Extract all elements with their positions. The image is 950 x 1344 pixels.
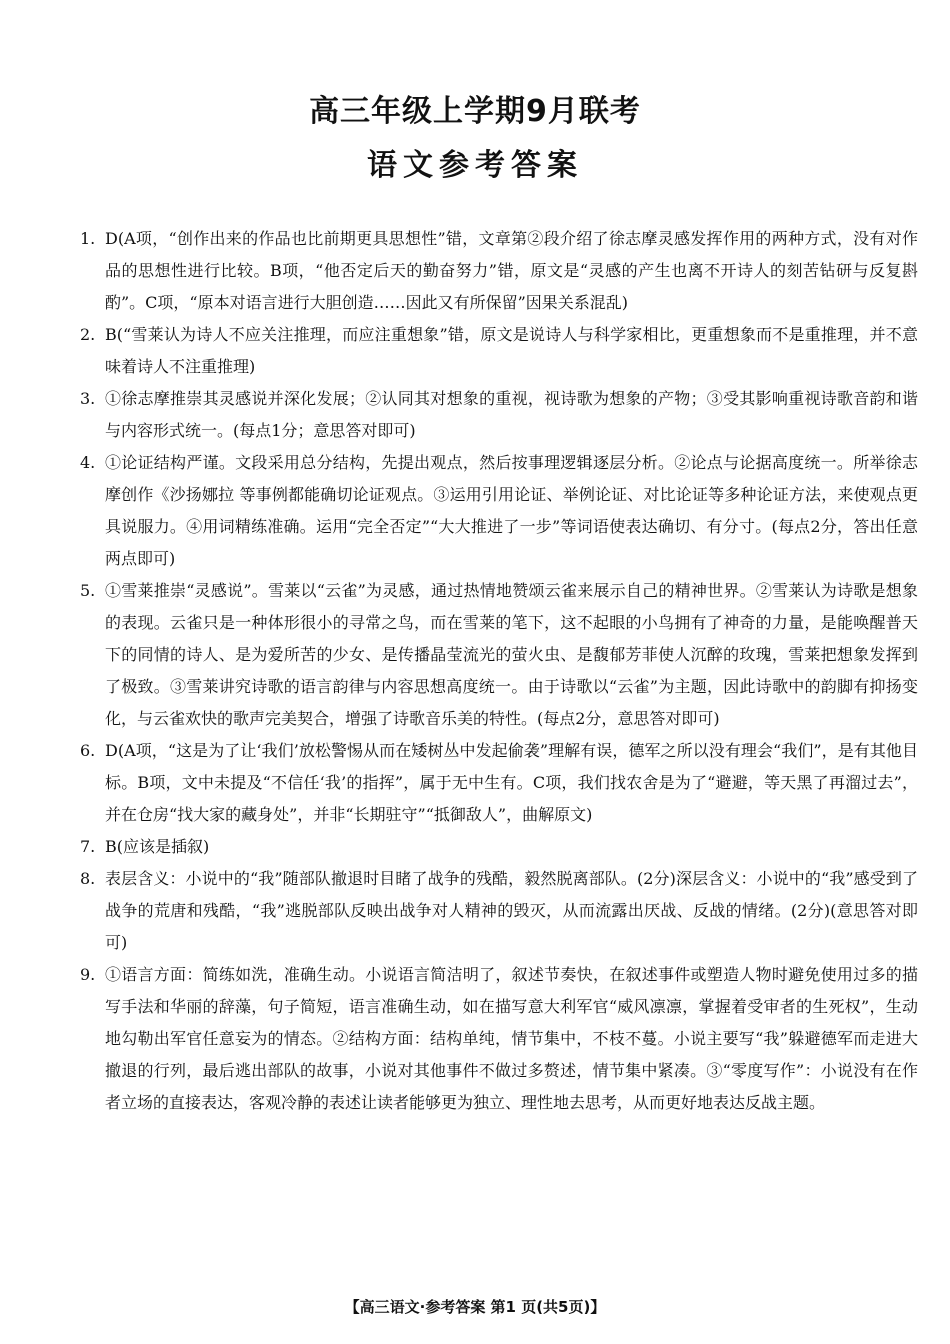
answer-number: 6. — [80, 741, 96, 760]
answer-number: 4. — [80, 453, 96, 472]
answer-number: 8. — [80, 869, 96, 888]
answer-item-6 — [80, 735, 918, 831]
answer-item-4 — [80, 447, 918, 575]
answer-text: ①雪莱推崇“灵感说”。雪莱以“云雀”为灵感，通过热情地赞颂云雀来展示自己的精神世界。②雪莱认为诗歌是想象的表现。云雀只是一种体形很小的寻常之鸟，而在雪莱的笔下，这不起眼的小鸟拥有了神奇的力量，是能唤醒普天下的同情的诗人、是为爱所苦的少女、是传播晶莹流光的萤火虫、是馥郁芳菲使人沉醉的玫瑰，雪莱把想象发挥到了极致。③雪莱讲究诗歌的语言韵律与内容思想高度统一。由于诗歌以“云雀”为主题，因此诗歌中的韵脚有抑扬变化，与云雀欢快的歌声完美契合，增强了诗歌音乐美的特性。(每点2分，意思答对即可) — [105, 581, 918, 728]
answer-item-1 — [80, 223, 918, 319]
answer-text: 表层含义：小说中的“我”随部队撤退时目睹了战争的残酷，毅然脱离部队。(2分)深层含义：小说中的“我”感受到了战争的荒唐和残酷，“我”逃脱部队反映出战争对人精神的毁灭，从而流露出厌战、反战的情绪。(2分)(意思答对即可) — [105, 869, 918, 952]
answer-item-7 — [80, 831, 918, 863]
page-footer: 【高三语文·参考答案 第1 页(共5页)】 — [344, 1298, 606, 1316]
answer-item-5 — [80, 575, 918, 735]
answer-text: D(A项，“创作出来的作品也比前期更具思想性”错，文章第②段介绍了徐志摩灵感发挥作用的两种方式，没有对作品的思想性进行比较。B项，“他否定后天的勤奋努力”错，原文是“灵感的产生也离不开诗人的刻苦钻研与反复斟酌”。C项，“原本对语言进行大胆创造……因此又有所保留”因果关系混乱) — [105, 229, 918, 312]
answer-number: 9. — [80, 965, 96, 984]
answer-item-3 — [80, 383, 918, 447]
answer-list — [80, 223, 918, 1119]
answer-number: 7. — [80, 837, 96, 856]
answer-item-9 — [80, 959, 918, 1119]
page-title: 高三年级上学期9月联考 — [309, 94, 641, 129]
answer-text: ①语言方面：简练如洗，准确生动。小说语言简洁明了，叙述节奏快，在叙述事件或塑造人物时避免使用过多的描写手法和华丽的辞藻，句子简短，语言准确生动，如在描写意大利军官“威风凛凛，掌握着受审者的生死权”，生动地勾勒出军官任意妄为的情态。②结构方面：结构单纯，情节集中，不枝不蔓。小说主要写“我”躲避德军而走进大撤退的行列，最后逃出部队的故事，小说对其他事件不做过多赘述，情节集中紧凑。③“零度写作”：小说没有在作者立场的直接表达，客观冷静的表述让读者能够更为独立、理性地去思考，从而更好地表达反战主题。 — [105, 965, 918, 1112]
answer-text: B(“雪莱认为诗人不应关注推理，而应注重想象”错，原文是说诗人与科学家相比，更重想象而不是重推理，并不意味着诗人不注重推理) — [105, 325, 918, 376]
answer-number: 5. — [80, 581, 96, 600]
answer-number: 2. — [80, 325, 96, 344]
answer-item-2 — [80, 319, 918, 383]
answer-text: D(A项，“这是为了让‘我们’放松警惕从而在矮树丛中发起偷袭”理解有误，德军之所以没有理会“我们”，是有其他目标。B项，文中未提及“不信任‘我’的指挥”，属于无中生有。C项，我们找农舍是为了“避避，等天黑了再溜过去”，并在仓房“找大家的藏身处”，并非“长期驻守”“抵御敌人”，曲解原文) — [105, 741, 918, 824]
page-subtitle: 语文参考答案 — [367, 148, 583, 183]
answer-number: 1. — [80, 229, 96, 248]
answer-text: ①徐志摩推崇其灵感说并深化发展；②认同其对想象的重视，视诗歌为想象的产物；③受其影响重视诗歌音韵和谐与内容形式统一。(每点1分；意思答对即可) — [105, 389, 918, 440]
answer-text: ①论证结构严谨。文段采用总分结构，先提出观点，然后按事理逻辑逐层分析。②论点与论据高度统一。所举徐志摩创作《沙扬娜拉 等事例都能确切论证观点。③运用引用论证、举例论证、对比论证等多种论证方法，来使观点更具说服力。④用词精练准确。运用“完全否定”“大大推进了一步”等词语使表达确切、有分寸。(每点2分，答出任意两点即可) — [105, 453, 918, 568]
answer-text: B(应该是插叙) — [105, 837, 210, 856]
answer-item-8 — [80, 863, 918, 959]
answer-number: 3. — [80, 389, 96, 408]
